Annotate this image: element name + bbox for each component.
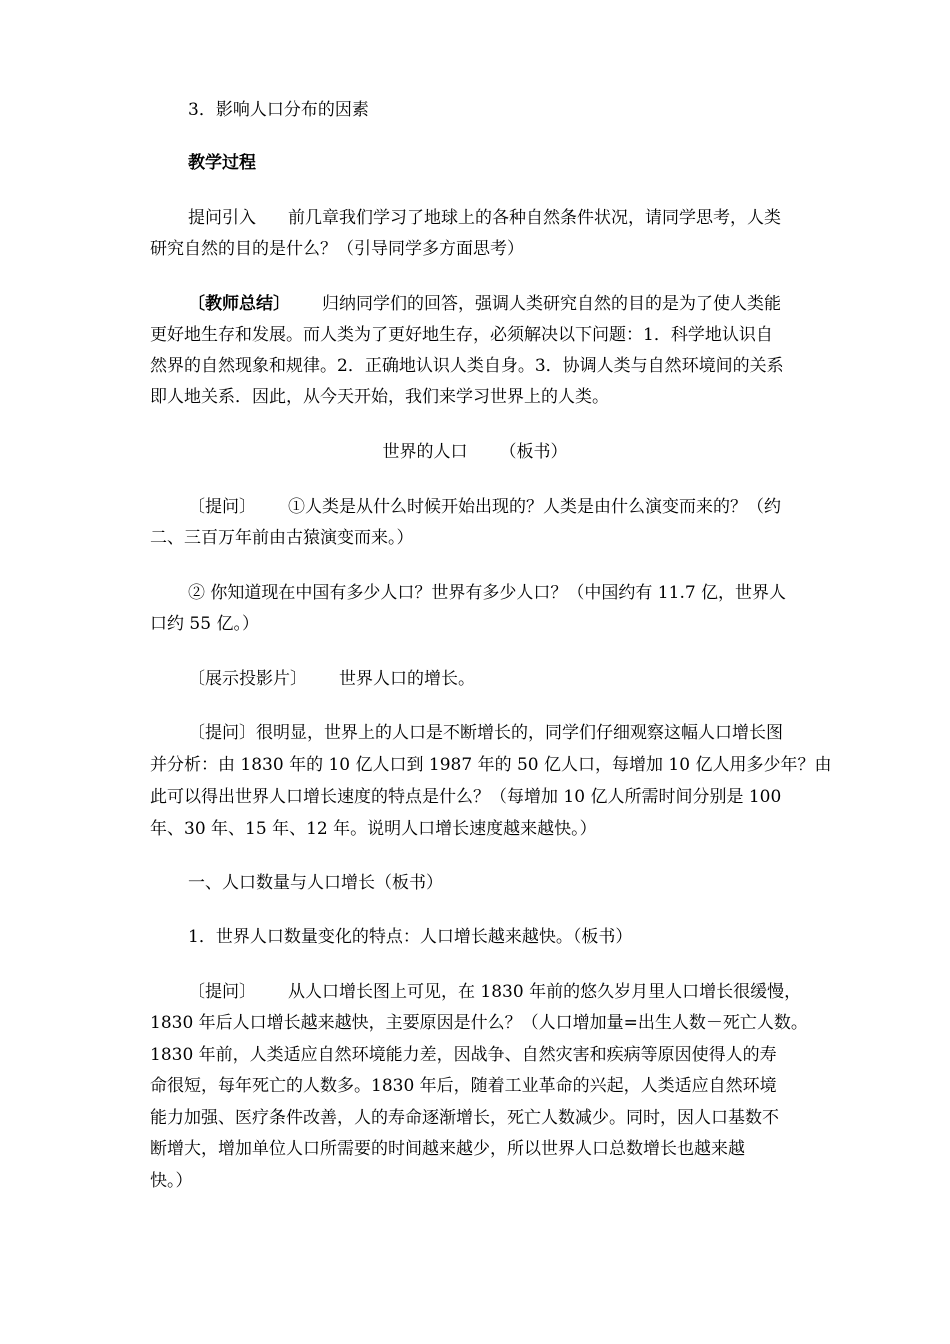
question-3-line-1: 〔提问〕很明显，世界上的人口是不断增长的，同学们仔细观察这幅人口增长图: [188, 723, 783, 743]
show-slide-line: [188, 666, 475, 692]
intro-line-2: 研究自然的目的是什么？（引导同学多方面思考）: [150, 239, 524, 259]
intro-line-1: [188, 205, 781, 231]
show-slide-text: 世界人口的增长。: [339, 669, 475, 689]
summary-line-4: 即人地关系．因此，从今天开始，我们来学习世界上的人类。: [150, 387, 609, 407]
summary-line-3: 然界的自然现象和规律。2．正确地认识人类自身。3．协调人类与自然环境间的关系: [150, 356, 784, 376]
board-title: 世界的人口: [382, 442, 468, 462]
question-1-line-2: 二、三百万年前由古猿演变而来。）: [150, 528, 414, 548]
question-4-line-5: 能力加强、医疗条件改善，人的寿命逐渐增长，死亡人数减少。同时，因人口基数不: [150, 1108, 779, 1128]
board-heading: [0, 439, 950, 465]
summary-label: 〔教师总结〕: [188, 294, 290, 314]
question-4-line-1: [188, 979, 801, 1005]
question-2-line-1: ② 你知道现在中国有多少人口？世界有多少人口？（中国约有 11.7 亿，世界人: [188, 583, 787, 603]
question-3-line-4: 年、30 年、15 年、12 年。说明人口增长速度越来越快。）: [150, 819, 597, 839]
point-1: 1．世界人口数量变化的特点：人口增长越来越快。（板书）: [188, 927, 633, 947]
question-1-line-1: [188, 494, 781, 520]
question-4-text-1: 从人口增长图上可见，在 1830 年前的悠久岁月里人口增长很缓慢，: [288, 982, 802, 1002]
item-3: 3．影响人口分布的因素: [188, 100, 369, 120]
summary-text-1: 归纳同学们的回答，强调人类研究自然的目的是为了使人类能: [322, 294, 781, 314]
section-1-heading: 一、人口数量与人口增长（板书）: [188, 873, 443, 893]
intro-text-1: 前几章我们学习了地球上的各种自然条件状况，请同学思考，人类: [288, 208, 781, 228]
question-4-line-6: 断增大，增加单位人口所需要的时间越来越少，所以世界人口总数增长也越来越: [150, 1139, 745, 1159]
question-3-line-3: 此可以得出世界人口增长速度的特点是什么？（每增加 10 亿人所需时间分别是 100: [150, 787, 782, 807]
intro-label: 提问引入: [188, 208, 256, 228]
board-note: （板书）: [499, 442, 568, 462]
question-4-line-7: 快。）: [150, 1171, 193, 1191]
heading-teaching-process: 教学过程: [188, 153, 256, 173]
question-4-line-4: 命很短，每年死亡的人数多。1830 年后，随着工业革命的兴起，人类适应自然环境: [150, 1076, 777, 1096]
question-3-line-2: 并分析：由 1830 年的 10 亿人口到 1987 年的 50 亿人口，每增加 10 亿人用多少年？由: [150, 755, 832, 775]
question-4-line-3: 1830 年前，人类适应自然环境能力差，因战争、自然灾害和疾病等原因使得人的寿: [150, 1045, 777, 1065]
show-slide-label: 〔展示投影片〕: [188, 669, 307, 689]
summary-line-2: 更好地生存和发展。而人类为了更好地生存，必须解决以下问题：1．科学地认识自: [150, 325, 773, 345]
question-1-text-1: ①人类是从什么时候开始出现的？人类是由什么演变而来的？（约: [288, 497, 781, 517]
question-2-line-2: 口约 55 亿。）: [150, 614, 259, 634]
question-1-label: 〔提问〕: [188, 497, 256, 517]
question-4-line-2: 1830 年后人口增长越来越快，主要原因是什么？（人口增加量=出生人数－死亡人数。: [150, 1013, 808, 1033]
summary-line-1: [188, 291, 781, 317]
question-4-label: 〔提问〕: [188, 982, 256, 1002]
